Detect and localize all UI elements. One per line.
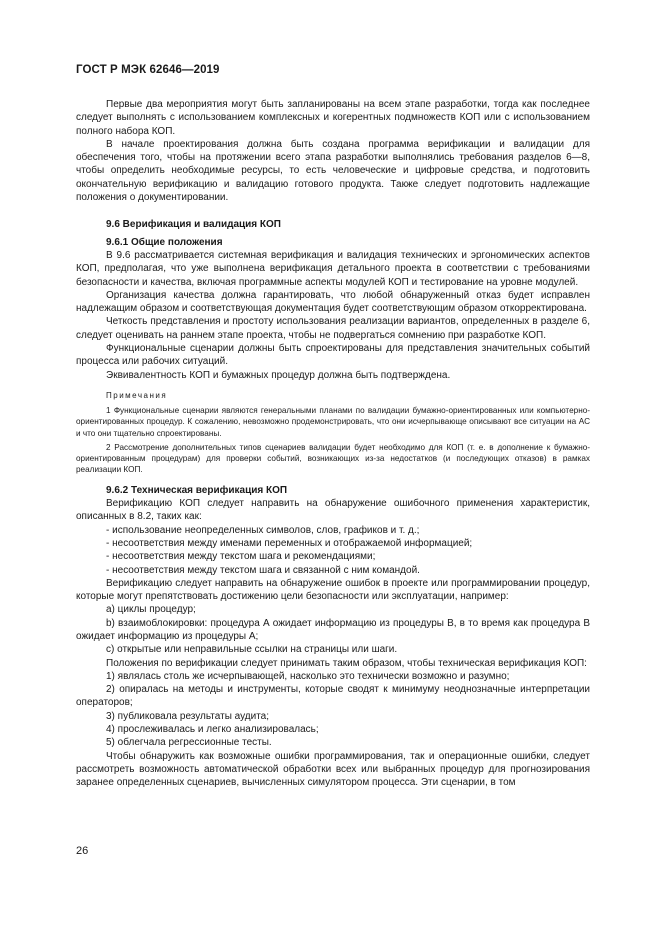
subsection-heading: 9.6.2 Техническая верификация КОП — [106, 484, 288, 496]
paragraph: Положения по верификации следует принимать таким образом, чтобы техническая верификация КОП: — [106, 657, 587, 669]
list-item: - несоответствия между текстом шага и связанной с ним командой. — [106, 564, 420, 576]
paragraph: Верификацию КОП следует направить на обнаружение ошибочного применения характеристик, описанных в 8.2, таких как: — [76, 498, 590, 523]
paragraph: Эквивалентность КОП и бумажных процедур должна быть подтверждена. — [106, 369, 451, 381]
paragraph: Первые два мероприятия могут быть запланированы на всем этапе разработки, тогда как последнее следует выполнять с использованием комплексных и когерентных подмножеств КОП или с использованием полного набора КОП. — [76, 99, 590, 137]
section-heading: 9.6 Верификация и валидация КОП — [106, 219, 281, 231]
list-item: 2) опиралась на методы и инструменты, которые сводят к минимуму неоднозначные интерпретации операторов; — [76, 684, 590, 709]
list-item: - несоответствия между текстом шага и рекомендациями; — [106, 551, 376, 563]
paragraph: Верификацию следует направить на обнаружение ошибок в проекте или программировании процедур, которые могут препятствовать достижению цели безопасности или эксплуатации, например: — [76, 577, 590, 603]
list-item: c) открытые или неправильные ссылки на страницы или шаги. — [106, 644, 398, 656]
paragraph: В начале проектирования должна быть создана программа верификации и валидации для обеспечения того, чтобы на протяжении всего этапа разработки выполнялись требования разделов 6—8, чтобы определить необходимые ресурсы, то есть человеческие и цифровые средства, и подготовить окончательную верификацию и валидацию готового продукта. Также следует подготовить надлежащие положения о документировании. — [76, 138, 590, 204]
paragraph: Четкость представления и простоту использования реализации вариантов, определенных в разделе 6, следует оценивать на раннем этапе проекта, чтобы не подвергаться сомнению при разработке КОП. — [76, 316, 590, 341]
document-body — [76, 98, 590, 790]
list-item: - использование неопределенных символов, слов, графиков и т. д.; — [106, 524, 420, 536]
list-item: 4) прослеживалась и легко анализировалась; — [106, 724, 319, 736]
subsection-heading: 9.6.1 Общие положения — [106, 236, 223, 248]
notes-title: Примечания — [106, 390, 168, 400]
note: 2 Рассмотрение дополнительных типов сценариев валидации будет необходимо для КОП (т. е. в дополнение к бумажно-ориентированным процедурам) для проверки событий, возникающих из-за недостатков (и последующих отказов) в рамках реализации КОП. — [76, 442, 590, 475]
note: 1 Функциональные сценарии являются генеральными планами по валидации бумажно-ориентированных или компьютерно-ориентированных процедур. К сожалению, невозможно продемонстрировать, что они исчерпывающе описывают все ситуации на АС и что они тщательно спроектированы. — [76, 405, 590, 438]
list-item: - несоответствия между именами переменных и отображаемой информацией; — [106, 537, 473, 549]
paragraph: Функциональные сценарии должны быть спроектированы для представления значительных событий процесса или рабочих ситуаций. — [76, 343, 590, 368]
list-item: 5) облегчала регрессионные тесты. — [106, 737, 272, 749]
paragraph: Организация качества должна гарантировать, что любой обнаруженный отказ будет исправлен надлежащим образом и соответствующая документация будет соответствующим образом откорректирована. — [76, 289, 590, 315]
page-number: 26 — [76, 845, 89, 857]
list-item: a) циклы процедур; — [106, 604, 196, 616]
paragraph: Чтобы обнаружить как возможные ошибки программирования, так и операционные ошибки, следует рассмотреть возможность автоматической обработки всех или выбранных процедур для прогнозирования заранее определенных сценариев, вычисленных симулятором процесса. Эти сценарии, в том — [76, 750, 590, 789]
list-item: 3) публиковала результаты аудита; — [106, 710, 270, 722]
paragraph: В 9.6 рассматривается системная верификация и валидация технических и эргономических аспектов КОП, предполагая, что уже выполнена верификация детального проекта в соответствии с требованиями безопасности и качества, включая программные аспекты модулей КОП и тестирование на уровне модулей. — [76, 249, 590, 288]
document-header: ГОСТ Р МЭК 62646—2019 — [76, 64, 220, 76]
list-item: 1) являлась столь же исчерпывающей, насколько это технически возможно и разумно; — [106, 670, 510, 682]
list-item: b) взаимоблокировки: процедура А ожидает информацию из процедуры В, в то время как процедура В ожидает информацию из процедуры А; — [76, 617, 590, 642]
